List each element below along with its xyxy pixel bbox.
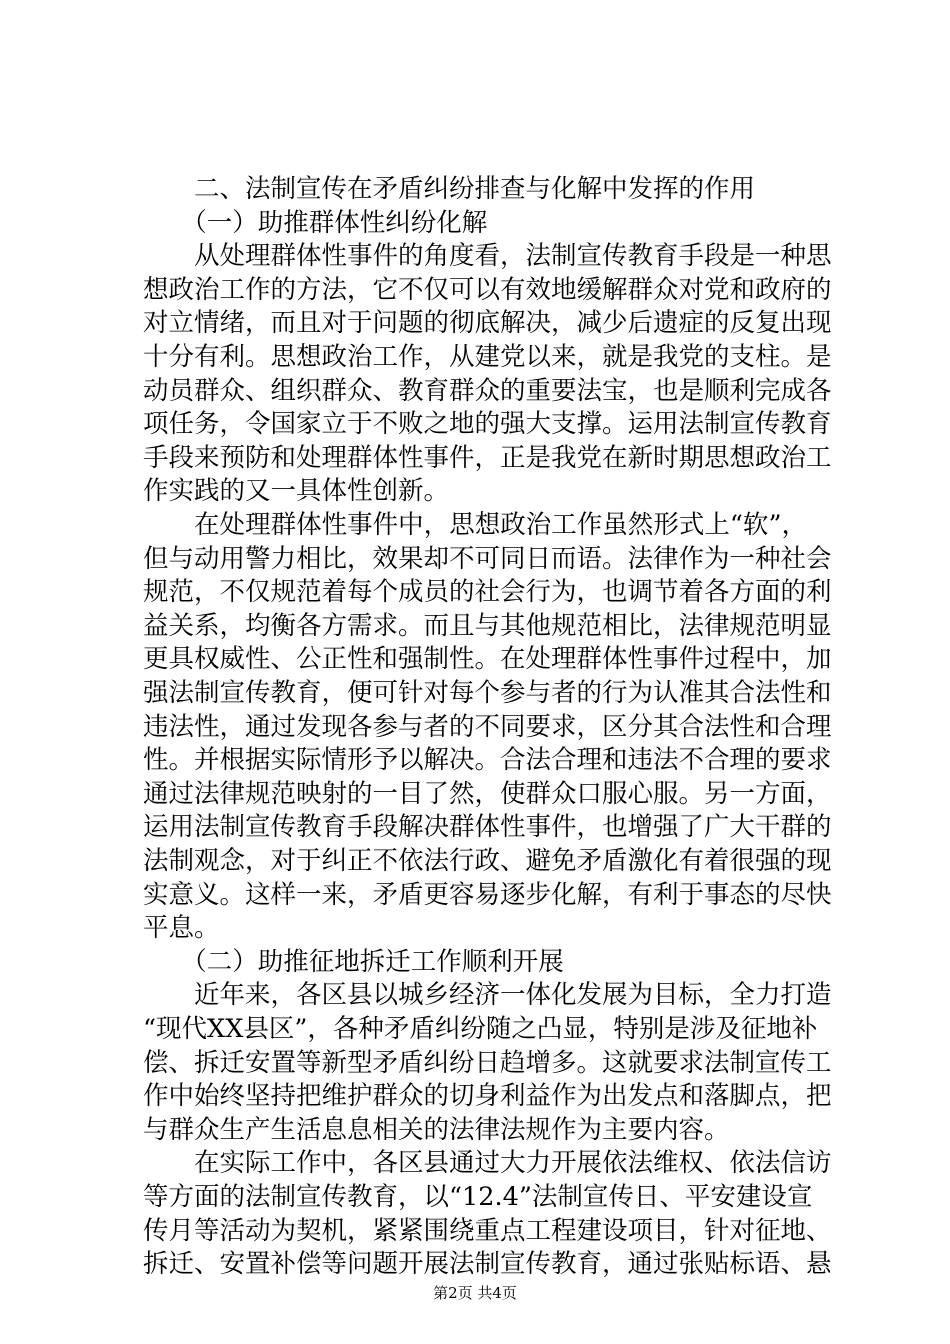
body-line: 性。并根据实际情形予以解决。合法合理和违法不合理的要求 [143,745,832,776]
section-heading: 二、法制宣传在矛盾纠纷排查与化解中发挥的作用 [143,174,756,204]
body-line: 益关系，均衡各方需求。而且与其他规范相比，法律规范明显 [143,610,832,641]
body-line: 运用法制宣传教育手段解决群体性事件，也增强了广大干群的 [143,812,832,843]
body-line: 从处理群体性事件的角度看，法制宣传教育手段是一种思 [143,241,832,272]
body-line: 传月等活动为契机，紧紧围绕重点工程建设项目，针对征地、 [143,1215,832,1246]
body-line: 想政治工作的方法，它不仅可以有效地缓解群众对党和政府的 [143,274,832,305]
body-line: 动员群众、组织群众、教育群众的重要法宝，也是顺利完成各 [143,375,832,406]
body-line: 在实际工作中，各区县通过大力开展依法维权、依法信访 [143,1148,832,1179]
subsection-heading: （一）助推群体性纠纷化解 [143,207,488,238]
body-line: 十分有利。思想政治工作，从建党以来，就是我党的支柱。是 [143,342,832,372]
body-line: 但与动用警力相比，效果却不可同日而语。法律作为一种社会 [143,543,832,574]
page-footer: 第2页 共4页 [433,1284,517,1302]
body-line: “现代XX县区”，各种矛盾纠纷随之凸显，特别是涉及征地补 [143,1014,818,1044]
body-line: 更具权威性、公正性和强制性。在处理群体性事件过程中，加 [143,644,832,675]
body-line: 作实践的又一具体性创新。 [143,476,450,507]
body-line: 通过法律规范映射的一目了然，使群众口服心服。另一方面， [143,778,832,809]
body-line: 手段来预防和处理群体性事件，正是我党在新时期思想政治工 [143,442,832,473]
body-line: 法制观念，对于纠正不依法行政、避免矛盾激化有着很强的现 [143,846,832,876]
body-line: 规范，不仅规范着每个成员的社会行为，也调节着各方面的利 [143,577,832,608]
body-line: 实意义。这样一来，矛盾更容易逐步化解，有利于事态的尽快 [143,879,832,910]
body-line: 作中始终坚持把维护群众的切身利益作为出发点和落脚点，把 [143,1081,832,1112]
body-line: 等方面的法制宣传教育，以“12.4”法制宣传日、平安建设宣 [143,1182,813,1212]
subsection-heading: （二）助推征地拆迁工作顺利开展 [143,946,564,977]
body-line: 偿、拆迁安置等新型矛盾纠纷日趋增多。这就要求法制宣传工 [143,1047,832,1078]
body-line: 近年来，各区县以城乡经济一体化发展为目标，全力打造 [143,980,832,1011]
body-line: 平息。 [143,913,220,944]
body-line: 违法性，通过发现各参与者的不同要求，区分其合法性和合理 [143,711,832,742]
body-line: 与群众生产生活息息相关的法律法规作为主要内容。 [143,1114,730,1145]
body-line: 强法制宣传教育，便可针对每个参与者的行为认准其合法性和 [143,678,832,708]
body-line: 在处理群体性事件中，思想政治工作虽然形式上“软”， [143,510,807,540]
body-line: 拆迁、安置补偿等问题开展法制宣传教育，通过张贴标语、悬 [143,1249,832,1280]
body-line: 项任务，令国家立于不败之地的强大支撑。运用法制宣传教育 [143,409,832,440]
body-line: 对立情绪，而且对于问题的彻底解决，减少后遗症的反复出现 [143,308,832,339]
